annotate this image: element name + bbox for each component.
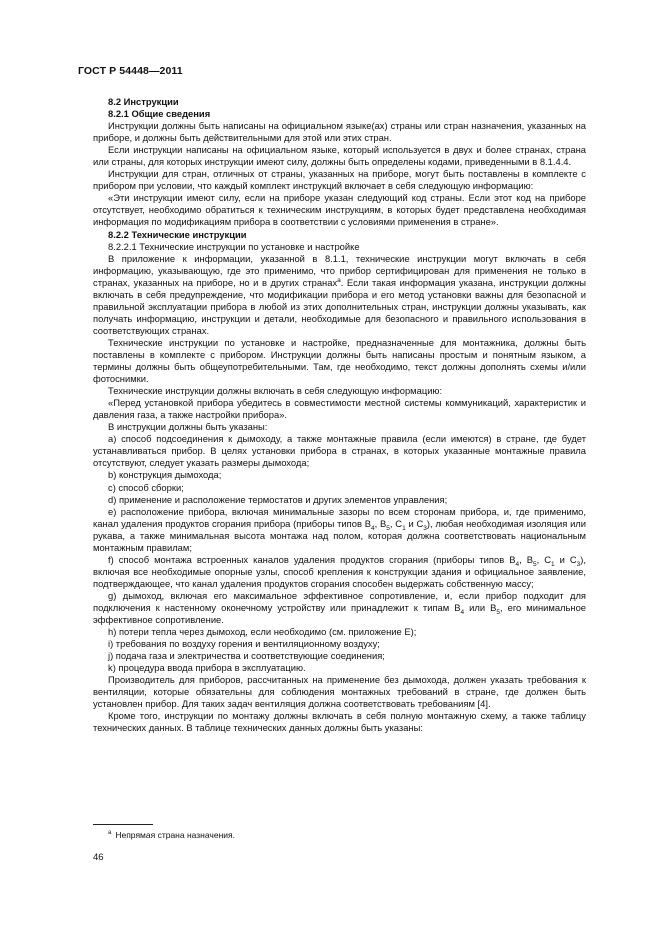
paragraph: k) процедура ввода прибора в эксплуатацию. (108, 662, 306, 674)
paragraph: В инструкции должны быть указаны: (108, 421, 268, 433)
footnote (108, 830, 235, 840)
paragraph: c) способ сборки; (108, 481, 184, 493)
paragraph: «Перед установкой прибора убедитесь в совместимости местной системы коммуникаций, характеристик и давления газа, а также настройки прибора». (93, 397, 586, 421)
paragraph: i) требования по воздуху горения и вентиляционному воздуху; (108, 638, 380, 650)
paragraph: j) подача газа и электричества и соответствующие соединения; (108, 650, 385, 662)
paragraph: Производитель для приборов, рассчитанных на применение без дымохода, должен указать требования к вентиляции, которые обязательны для соблюдения монтажных требований в стране, где должен быть установлен прибор. Для таких задач вентиляция должна соответствовать требованиям [4]. (93, 674, 586, 710)
paragraph: Технические инструкции по установке и настройке, предназначенные для монтажника, должны быть поставлены в комплекте с прибором. Инструкции должны быть написаны простым и понятным языком, а термины должны быть общеупотребительными. Там, где необходимо, текст должны дополнять схемы и/или фотоснимки. (93, 336, 586, 385)
paragraph: g) дымоход, включая его максимальное эффективное сопротивление, и, если прибор подходит для подключения к настенному оконечному устройству или принадлежит к типам $B_4$ или $B_5$, его минимальное эффективное сопротивление. (93, 589, 586, 626)
paragraph: В приложение к информации, указанной в 8.1.1, технические инструкции могут включать в себя информацию, указывающую, где это применимо, что прибор сертифицирован для применения не только в странах, указанных на приборе, но и в других странах$^а$. Если такая информация указана, инструкции должны включать в себя предупреждение, что модификации прибора и его метод установки важны для безопасной и правильной эксплуатации прибора в любой из этих дополнительных стран, инструкции должны указывать, как получать информацию, инструкции и детали, необходимые для безопасного и правильного использования в соответствующих странах. (93, 252, 586, 336)
paragraph: Кроме того, инструкции по монтажу должны включать в себя полную монтажную схему, а также таблицу технических данных. В таблице технических данных должны быть указаны: (93, 710, 586, 734)
page-header: ГОСТ Р 54448—2011 (78, 65, 183, 77)
page-number: 46 (93, 852, 104, 863)
paragraph: b) конструкция дымохода; (108, 469, 222, 481)
paragraph: f) способ монтажа встроенных каналов удаления продуктов сгорания (приборы типов $B_4$, $B_5$, $C_1$ и $C_3$), включая все необходимые опорные узлы, способ крепления к конструкции здания и официальное заявление, подтверждающее, что канал удаления продуктов сгорания способен выдержать собственную массу; (93, 553, 586, 589)
footnote-separator (93, 824, 153, 825)
paragraph: h) потери тепла через дымоход, если необходимо (см. приложение E); (108, 626, 417, 638)
section-heading: 8.2.1 Общие сведения (108, 108, 211, 120)
paragraph: e) расположение прибора, включая минимальные зазоры по всем сторонам прибора, и, где применимо, канал удаления продуктов сгорания прибора (приборы типов $B_4$, $B_5$, $C_1$ и $C_3$), любая необходимая изоляция или рукава, а также минимальная высота монтажа над полом, которая должна соответствовать национальным монтажным правилам; (93, 505, 587, 553)
paragraph: Инструкции должны быть написаны на официальном языке(ах) страны или стран назначения, указанных на приборе, и должны быть действительными для этой или этих стран. (93, 120, 586, 144)
paragraph: Инструкции для стран, отличных от страны, указанных на приборе, могут быть поставлены в комплекте с прибором при условии, что каждый комплект инструкций включает в себя следующую информацию: (93, 168, 586, 192)
paragraph: Технические инструкции должны включать в себя следующую информацию: (108, 385, 443, 397)
section-heading: 8.2.2 Технические инструкции (108, 228, 247, 240)
section-heading: 8.2 Инструкции (108, 96, 179, 107)
paragraph: Если инструкции написаны на официальном языке, который используется в двух и более странах, страна или страны, для которых инструкции имеют силу, должны быть определены кодами, приведенными в 8.1.4.4. (93, 144, 586, 168)
footnote-text: Непрямая страна назначения. (115, 830, 235, 840)
paragraph: «Эти инструкции имеют силу, если на приборе указан следующий код страны. Если этот код на приборе отсутствует, необходимо обратиться к техническим инструкциям, в которых будет представлена необходимая информация по модификациям прибора в соответствии с условиями применения в стране». (93, 192, 586, 228)
paragraph: 8.2.2.1 Технические инструкции по установке и настройке (108, 240, 360, 252)
body-text (93, 96, 586, 734)
paragraph: a) способ подсоединения к дымоходу, а также монтажные правила (если имеются) в стране, где будет устанавливаться прибор. В целях установки прибора в странах, в которых указанные монтажные правила отсутствуют, следует указать размеры дымохода; (93, 433, 586, 469)
footnote-mark: а (108, 830, 112, 837)
paragraph: d) применение и расположение термостатов и других элементов управления; (108, 493, 448, 505)
